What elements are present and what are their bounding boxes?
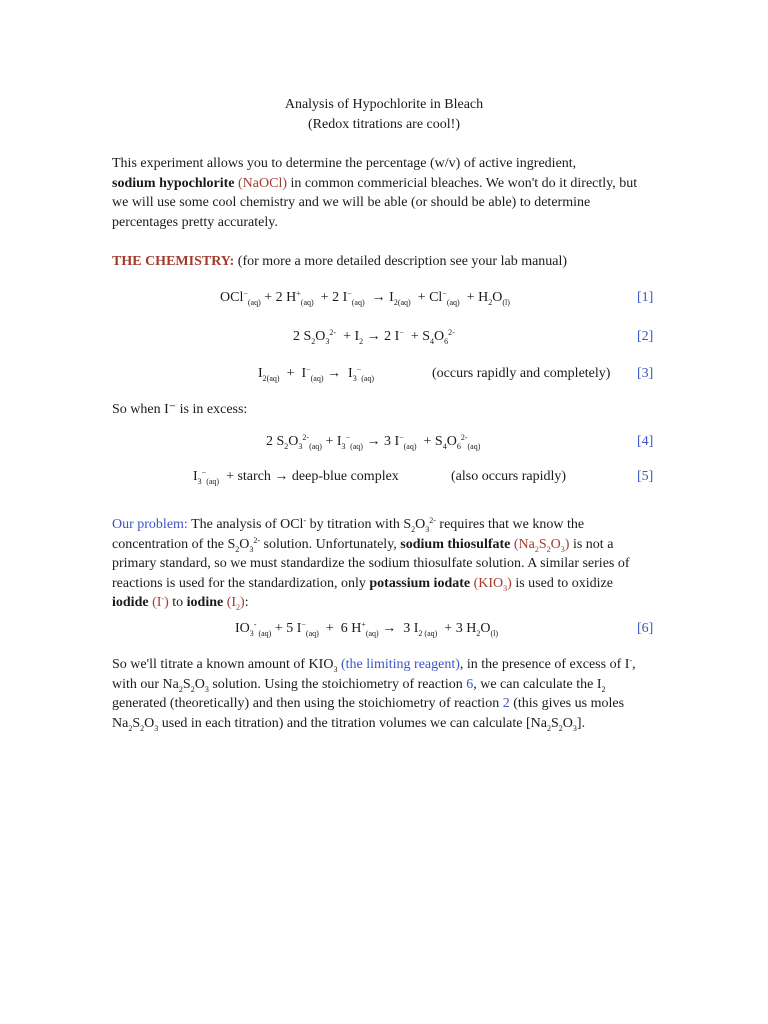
closing-text: generated (theoretically) and then using the stoichiometry of reaction [112, 696, 503, 711]
naocl-formula: (NaOCl) [238, 175, 288, 191]
thiosulfate-formula: $(Na_2S_2O_3)$ [513, 536, 570, 554]
formula-part: (I [152, 595, 162, 610]
equation-2: 2 $S_2O_3^{2-} + I_2 \to 2$ $I^- + S_4O_6^{2-}$ [293, 328, 455, 346]
equation-6-number: [6] [637, 621, 654, 636]
sodium-hypochlorite-term: sodium hypochlorite [112, 175, 235, 191]
chemistry-line [112, 252, 652, 272]
closing-text: solution. Using the stoichiometry of reaction [208, 676, 467, 692]
document-subtitle: (Redox titrations are cool!) [307, 117, 460, 132]
problem-label: Our problem: [112, 517, 188, 532]
equation-1-number: [1] [637, 290, 654, 305]
equation-6: $IO_3^-$ $_{(aq)}$ + 5 $I^-_{(aq)} + 6$ $H^+_{(aq)} \to 3$ $I_{2 (aq)} + 3$ $H_2O_{(l)}$ [235, 620, 498, 638]
potassium-iodate-term: potassium iodate [369, 575, 471, 591]
closing-text: used in each titration) and the titration volumes we can calculate [Na [158, 715, 547, 731]
formula-part: ) [564, 536, 570, 552]
equation-1: OCl−$_{(aq)}$ + 2 $H^+_{(aq)} + 2$ $I^-_{(aq)} \to I_{2(aq)} + Cl^-_{(aq)} + H_2O_{(l)}$ [220, 289, 510, 307]
equation-5: $I_3^-_{(aq)}$ + starch → deep-blue complex [193, 468, 399, 486]
equation-3-note: (occurs rapidly and completely) [432, 366, 611, 381]
problem-text: : [244, 595, 249, 610]
problem-text: by titration with S [306, 517, 412, 532]
formula-part: ) [507, 575, 512, 591]
excess-text: So when I⁻ is in excess: [112, 402, 248, 417]
closing-text: , we can calculate the I [473, 676, 602, 692]
sodium-thiosulfate-term: sodium thiosulfate [400, 536, 511, 552]
intro-text-2: in common commericial bleaches. We won't do it directly, but we will use some cool chemistry and we will be able (or should be able) to determine percentages pretty accurately. [112, 175, 638, 230]
document-title: Analysis of Hypochlorite in Bleach [284, 97, 484, 112]
formula-part: (I [226, 595, 237, 610]
closing-text: (this gives us moles Na [112, 696, 625, 731]
iodate-formula: $(KIO_3)$ [473, 575, 512, 593]
formula-part: ) [240, 595, 245, 610]
equation-4: 2 $S_2O_3^{2-}_{(aq)} + I_3^-_{(aq)} \to 3$ $I^-_{(aq)} + S_4O_6^{2-}_{(aq)}$ [266, 433, 481, 451]
equation-3-number: [3] [637, 366, 654, 381]
chemistry-note: (for more a more detailed description see your lab manual) [237, 254, 568, 269]
closing-text: ]. [576, 715, 586, 731]
problem-paragraph: Our problem: The analysis of OCl- by titration with $S_2O_3^{2-}$ requires that we know the concentration of the $S_2O_3^{2-}$ solution. Unfortunately, sodium thiosulfate $(Na_2S_2O_3)$ is not a primary standard, so we must standardize the sodium thiosulfate solution. A similar series of reactions is used for the standardization, only potassium iodate $(KIO_3)$ is used to oxidize iodide (I-) to iodine $(I_2)$: [112, 516, 630, 612]
equation-5-note: (also occurs rapidly) [451, 469, 567, 484]
reaction-2-link: 2 [502, 696, 510, 711]
equation-5-text: + starch → deep-blue complex [226, 469, 399, 484]
problem-text: is used to oxidize [511, 575, 613, 591]
formula-part: (KIO [473, 575, 504, 591]
closing-text: , in the presence of excess of I [459, 657, 630, 672]
problem-text: The analysis of OCl [187, 517, 304, 532]
reaction-6-link: 6 [466, 676, 474, 692]
problem-text: solution. Unfortunately, [260, 536, 401, 552]
formula-part: (Na [513, 536, 535, 552]
intro-text-1: This experiment allows you to determine the percentage (w/v) of active ingredient, [112, 156, 577, 171]
closing-text: , with our Na [112, 657, 636, 692]
iodide-formula: (I-) [152, 594, 169, 610]
problem-text: to [168, 595, 187, 610]
equation-5-number: [5] [637, 469, 654, 484]
formula-part: ) [164, 595, 169, 610]
equation-4-number: [4] [637, 434, 654, 449]
equation-2-number: [2] [637, 329, 654, 344]
chemistry-heading: THE CHEMISTRY: [112, 254, 235, 269]
equation-3: $I_{2(aq)} + I^-_{(aq)} \to I_3^-_{(aq)}$ [258, 365, 375, 383]
closing-text: So we'll titrate a known amount of KIO [112, 657, 334, 672]
closing-paragraph: So we'll titrate a known amount of $KIO_3$ (the limiting reagent), in the presence of excess of I-, with our $Na_2S_2O_3$ solution. Using the stoichiometry of reaction 6, we can calculate the $I_2$ generated (theoretically) and then using the stoichiometry of reaction 2 (this gives us moles $Na_2S_2O_3$ used in each titration) and the titration volumes we can calculate $[Na_2S_2O_3]$. [112, 656, 636, 733]
limiting-reagent-link: (the limiting reagent) [340, 657, 460, 672]
iodine-term: iodine [186, 595, 224, 610]
intro-paragraph [112, 154, 652, 232]
iodine-formula: $(I_2)$ [226, 595, 245, 612]
problem-text: is not a primary standard, so we must standardize the sodium thiosulfate solution. A similar series of reactions is used for the standardization, only [112, 536, 630, 591]
problem-text: requires that we know the concentration of the S [112, 517, 585, 552]
iodide-term: iodide [112, 595, 149, 610]
